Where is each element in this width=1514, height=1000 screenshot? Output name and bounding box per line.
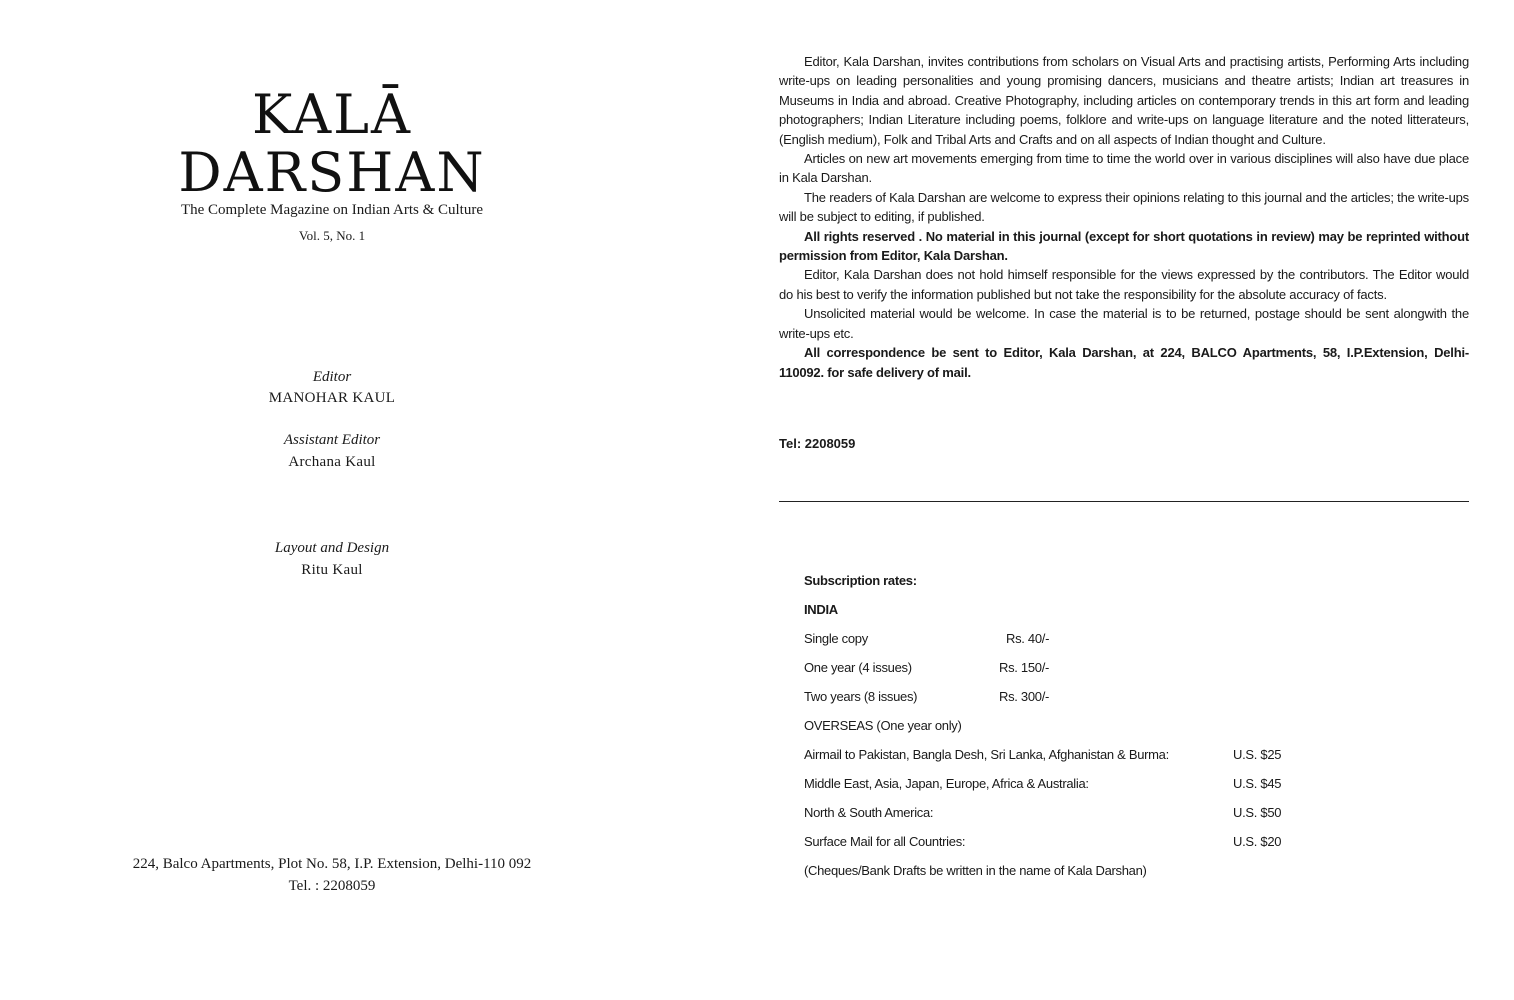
notice-paragraph-disclaimer: Editor, Kala Darshan does not hold himself responsible for the views expressed by the contributors. The Editor would do his best to verify the information published but not take the responsibility for the absolute accuracy of facts. xyxy=(779,267,1469,302)
rate-price: Rs. 150/- xyxy=(999,660,1050,675)
overseas-rate-price: U.S. $25 xyxy=(1233,747,1282,762)
notice-paragraph-rights-reserved: All rights reserved . No material in this journal (except for short quotations in review) may be reprinted without permission from Editor, Kala Darshan. xyxy=(779,228,1469,264)
publisher-address: 224, Balco Apartments, Plot No. 58, I.P. Extension, Delhi-110 092 xyxy=(132,856,532,872)
notice-paragraph-correspondence: All correspondence be sent to Editor, Kala Darshan, at 224, BALCO Apartments, 58, I.P.Extension, Delhi-110092. for safe delivery of mail. xyxy=(779,345,1469,380)
rate-label: Two years (8 issues) xyxy=(804,689,918,704)
editor-role: Editor xyxy=(312,369,352,385)
notice-paragraph-contributions: Editor, Kala Darshan, invites contributions from scholars on Visual Arts and practising artists, Performing Arts including write-ups on leading personalities and young promising dancers, musicians and theatre artists; Indian art treasures in Museums in India and abroad. Creative Photography, including articles on contemporary trends in this art form and leading photographers; Indian Literature including poems, folklore and write-ups on language literature and the noted litterateurs, (English medium), Folk and Tribal Arts and Crafts and on all aspects of Indian thought and Culture. xyxy=(779,54,1469,147)
publisher-telephone: Tel. : 2208059 xyxy=(288,878,376,894)
overseas-rate-price: U.S. $50 xyxy=(1233,805,1282,820)
editorial-notice xyxy=(779,52,1469,382)
overseas-rate-label: North & South America: xyxy=(804,805,934,820)
overseas-rate-label: Airmail to Pakistan, Bangla Desh, Sri Lanka, Afghanistan & Burma: xyxy=(804,747,1169,762)
volume-number: Vol. 5, No. 1 xyxy=(298,228,366,243)
rate-row xyxy=(804,631,868,646)
overseas-rate-price: U.S. $20 xyxy=(1233,834,1282,849)
rate-price: Rs. 300/- xyxy=(999,689,1050,704)
editorial-telephone: Tel: 2208059 xyxy=(779,436,856,451)
masthead-line-2: DARSHAN xyxy=(178,141,486,204)
notice-paragraph-unsolicited-material: Unsolicited material would be welcome. In case the material is to be returned, postage should be sent alongwith the write-ups etc. xyxy=(779,306,1469,341)
right-page xyxy=(740,0,1514,1000)
notice-paragraph-art-movements: Articles on new art movements emerging from time to time the world over in various disciplines will also have due place in Kala Darshan. xyxy=(779,151,1469,186)
rate-price: Rs. 40/- xyxy=(1006,631,1050,646)
assistant-editor-role: Assistant Editor xyxy=(283,432,381,448)
layout-design-role: Layout and Design xyxy=(274,540,390,556)
overseas-rate-label: Middle East, Asia, Japan, Europe, Africa & Australia: xyxy=(804,776,1089,791)
rate-label: One year (4 issues) xyxy=(804,660,912,675)
overseas-rate-price: U.S. $45 xyxy=(1233,776,1282,791)
overseas-rate-label: Surface Mail for all Countries: xyxy=(804,834,966,849)
left-page xyxy=(0,0,680,1000)
masthead-line-1: KALĀ xyxy=(251,83,412,146)
editor-name: MANOHAR KAUL xyxy=(268,390,396,406)
rate-row xyxy=(804,660,912,675)
notice-paragraph-reader-opinions: The readers of Kala Darshan are welcome to express their opinions relating to this journal and the articles; the write-ups will be subject to editing, if published. xyxy=(779,189,1469,225)
magazine-subtitle: The Complete Magazine on Indian Arts & Culture xyxy=(180,202,483,218)
section-divider xyxy=(779,501,1469,502)
rate-row xyxy=(804,689,917,704)
india-heading: INDIA xyxy=(804,602,838,617)
payment-note: (Cheques/Bank Drafts be written in the name of Kala Darshan) xyxy=(804,863,1147,878)
layout-design-name: Ritu Kaul xyxy=(301,562,363,578)
rate-label: Single copy xyxy=(804,631,868,646)
subscription-heading: Subscription rates: xyxy=(804,573,917,588)
overseas-heading: OVERSEAS (One year only) xyxy=(804,718,962,733)
assistant-editor-name: Archana Kaul xyxy=(288,454,376,470)
